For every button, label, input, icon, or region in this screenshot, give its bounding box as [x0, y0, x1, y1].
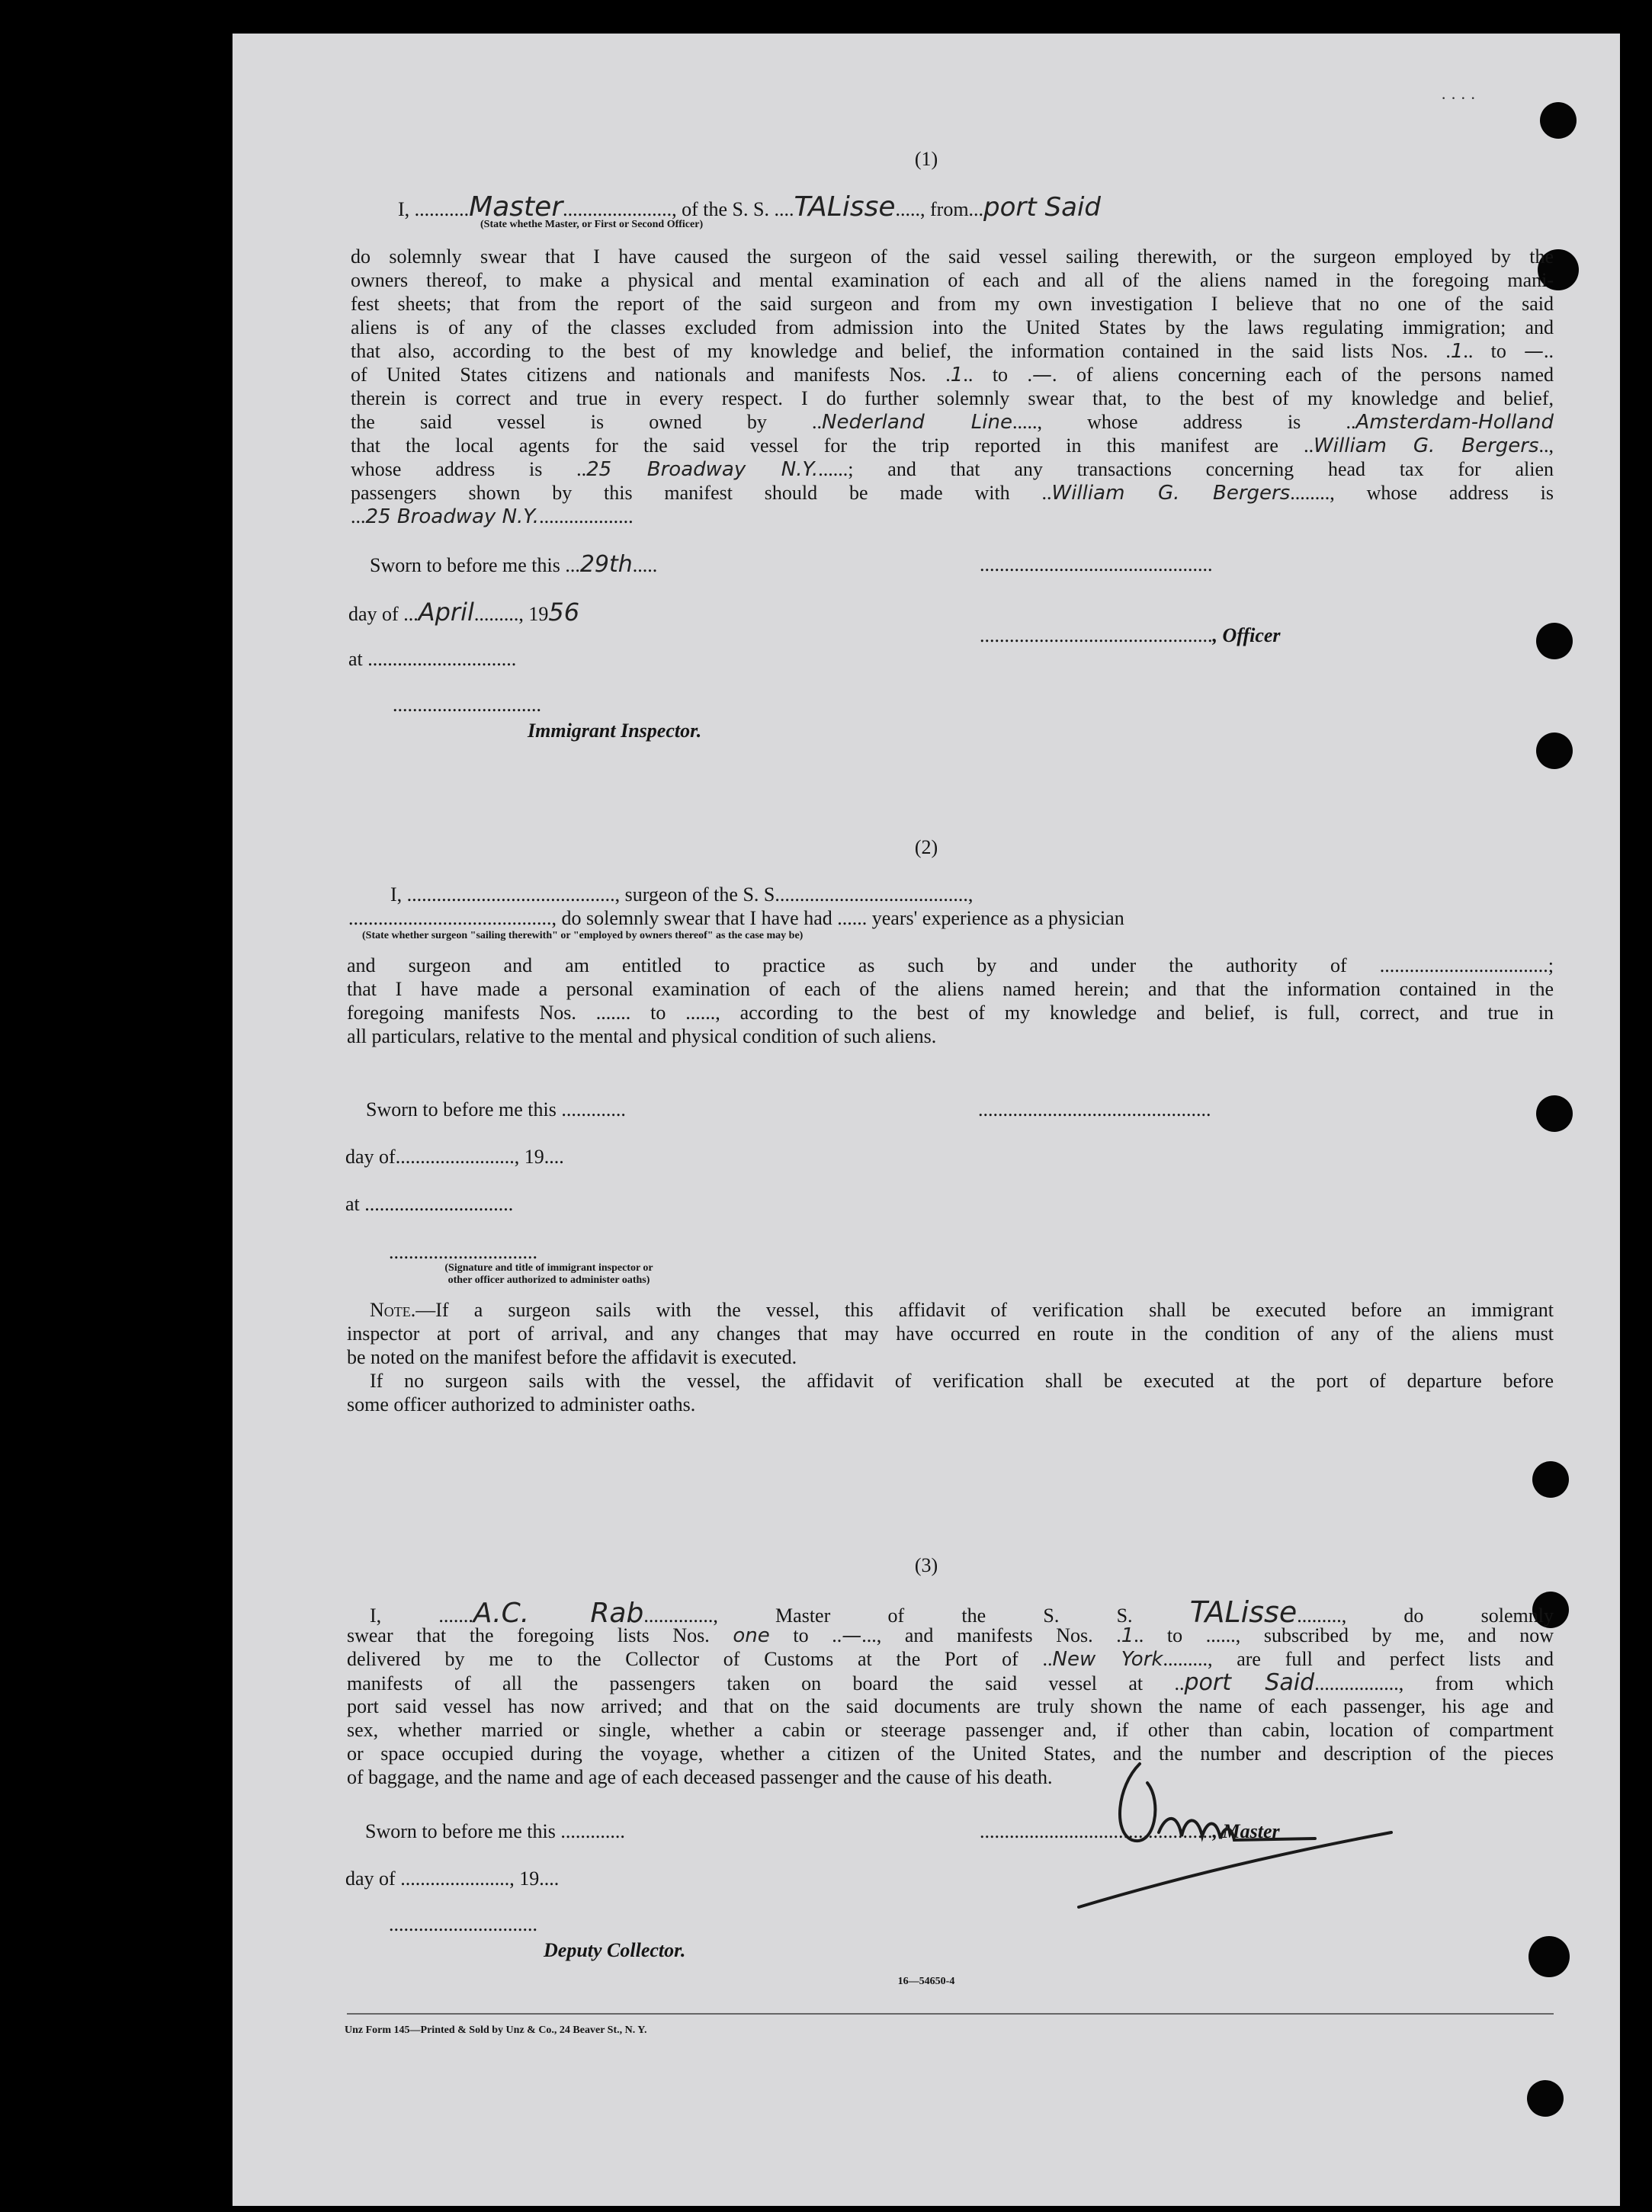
s1-at: at ..............................	[348, 648, 517, 670]
punch-hole	[1527, 2080, 1564, 2117]
s2-para-line: all particulars, relative to the mental and physical condition of such aliens.	[347, 1025, 937, 1047]
s1-para-line: passengers shown by this manifest should be made with ..William G. Bergers........, whose address is	[351, 482, 1554, 505]
s1-para-line: that the local agents for the said vessel for the trip reported in this manifest are ..William G. Bergers..,	[351, 434, 1554, 457]
s1-para-line: that also, according to the best of my knowledge and belief, the information contained in the said lists Nos. .1.. to —..	[351, 340, 1554, 363]
s1-day-of: day of ...April........., 1956	[348, 598, 580, 627]
s2-line-2: ........................................., do solemnly swear that I have had ...... years' experience as a physician	[348, 907, 1124, 929]
s1-inspector-line: ..............................	[393, 694, 541, 716]
s2-para-line: foregoing manifests Nos. ....... to ......, according to the best of my knowledge and belief, is full, correct, and true in	[347, 1002, 1554, 1024]
s1-para-line: fest sheets; that from the report of the said surgeon and from my own investigation I believe that no one of the said	[351, 293, 1554, 315]
s2-note-line: Note.—If a surgeon sails with the vessel, this affidavit of verification shall be executed before an immigrant	[370, 1299, 1554, 1321]
document-page	[233, 34, 1620, 2206]
punch-hole	[1536, 733, 1573, 769]
s3-line: port said vessel has now arrived; and that on the said documents are truly shown the name of each passenger, his age and	[347, 1695, 1554, 1717]
ship-name-handwriting: TALisse	[794, 191, 896, 223]
s2-note-line: some officer authorized to administer oaths.	[347, 1393, 696, 1415]
s2-sworn: Sworn to before me this .............	[366, 1098, 626, 1120]
s1-para-line: whose address is ..25 Broadway N.Y.......; and that any transactions concerning head tax for alien	[351, 458, 1554, 481]
s3-master-line: ..............................................., Master	[980, 1820, 1280, 1842]
s2-state-note: (State whether surgeon "sailing therewith" or "employed by owners thereof" as the case may be)	[362, 930, 804, 941]
s3-line: sex, whether married or single, whether a cabin or steerage passenger and, if other than cabin, location of compartment	[347, 1719, 1554, 1741]
footer-rule	[347, 2013, 1554, 2015]
s3-deputy-label: Deputy Collector.	[544, 1939, 686, 1961]
punch-hole	[1536, 623, 1573, 659]
s3-day-of: day of ......................, 19....	[345, 1867, 560, 1890]
s1-inspector-label: Immigrant Inspector.	[528, 720, 702, 742]
s2-para-line: that I have made a personal examination of each of the aliens named herein; and that the information contained in the	[347, 978, 1554, 1000]
s2-sig-note-2: other officer authorized to administer oaths)	[447, 1274, 650, 1286]
s1-signature-line: ...............................................	[980, 553, 1213, 575]
master-signature	[1071, 1741, 1498, 1916]
section-2-number: (2)	[914, 836, 938, 858]
s3-line: delivered by me to the Collector of Customs at the Port of ..New York........., are full and perfect lists and	[347, 1648, 1554, 1671]
s2-note-line: inspector at port of arrival, and any changes that may have occurred en route in the condition of any of the aliens must	[347, 1322, 1554, 1345]
s2-note-line: If no surgeon sails with the vessel, the affidavit of verification shall be executed at the port of departure before	[370, 1370, 1554, 1392]
s1-para-line: therein is correct and true in every respect. I do further solemnly swear that, to the best of my knowledge and belief,	[351, 387, 1554, 409]
s3-line: I, .......A.C. Rab.............., Master of the S. S. TALisse........., do solemnly	[370, 1595, 1554, 1629]
corner-mark: · · · ·	[1441, 88, 1476, 107]
s2-note-line: be noted on the manifest before the affidavit is executed.	[347, 1346, 797, 1368]
s1-officer-line: ..............................................., Officer	[980, 624, 1281, 646]
punch-hole	[1540, 102, 1577, 139]
s1-para-line: aliens is of any of the classes excluded from admission into the United States by the laws regulating immigration; and	[351, 316, 1554, 338]
s1-para-line: owners thereof, to make a physical and mental examination of each and all of the aliens named in the foregoing mani-	[351, 269, 1554, 291]
s3-line: manifests of all the passengers taken on board the said vessel at ..port Said................., from which	[347, 1669, 1554, 1696]
s2-para-line: and surgeon and am entitled to practice as such by and under the authority of ..................................;	[347, 954, 1554, 976]
s3-line: or space occupied during the voyage, whether a citizen of the United States, and the number and description of the pieces	[347, 1742, 1554, 1765]
punch-hole	[1529, 1936, 1570, 1977]
s1-para-line: of United States citizens and nationals and manifests Nos. .1.. to .—. of aliens concerning each of the persons named	[351, 364, 1554, 386]
s2-line-1: I, .........................................., surgeon of the S. S.......................................,	[390, 883, 974, 906]
s3-line: swear that the foregoing lists Nos. one to ..—..., and manifests Nos. .1.. to ......, subscribed by me, and now	[347, 1624, 1554, 1647]
s3-line: of baggage, and the name and age of each deceased passenger and the cause of his death.	[347, 1766, 1053, 1788]
s1-para-line: ...25 Broadway N.Y....................	[351, 505, 634, 528]
s3-sworn: Sworn to before me this .............	[365, 1820, 625, 1842]
section-1-number: (1)	[914, 148, 938, 170]
s1-para-line: the said vessel is owned by ..Nederland Line....., whose address is ..Amsterdam-Holland	[351, 411, 1554, 434]
s2-day-of: day of........................, 19....	[345, 1146, 564, 1168]
s1-para-line: do solemnly swear that I have caused the surgeon of the said vessel sailing therewith, or the surgeon employed by the	[351, 245, 1554, 268]
s1-state-note: (State whethe Master, or First or Second Officer)	[480, 219, 704, 230]
master-handwriting: Master	[469, 191, 563, 223]
s2-sig-note-1: (Signature and title of immigrant inspector or	[444, 1262, 653, 1274]
port-handwriting: port Said	[983, 192, 1101, 223]
punch-hole	[1536, 1095, 1573, 1132]
s1-sworn: Sworn to before me this ...29th.....	[370, 551, 658, 578]
s2-sig-line: ..............................	[389, 1241, 537, 1263]
s2-signature-line: ...............................................	[978, 1098, 1211, 1120]
section-3-number: (3)	[914, 1554, 938, 1576]
punch-hole	[1532, 1461, 1569, 1498]
printer-credit: Unz Form 145—Printed & Sold by Unz & Co., 24 Beaver St., N. Y.	[345, 2024, 647, 2036]
s2-at: at ..............................	[345, 1193, 514, 1215]
form-number: 16—54650-4	[897, 1976, 955, 1987]
s3-deputy-line: ..............................	[389, 1913, 537, 1935]
s1-line-1: I, ...........Master......................, of the S. S. ....TALisse....., from...port Said	[398, 191, 1101, 223]
